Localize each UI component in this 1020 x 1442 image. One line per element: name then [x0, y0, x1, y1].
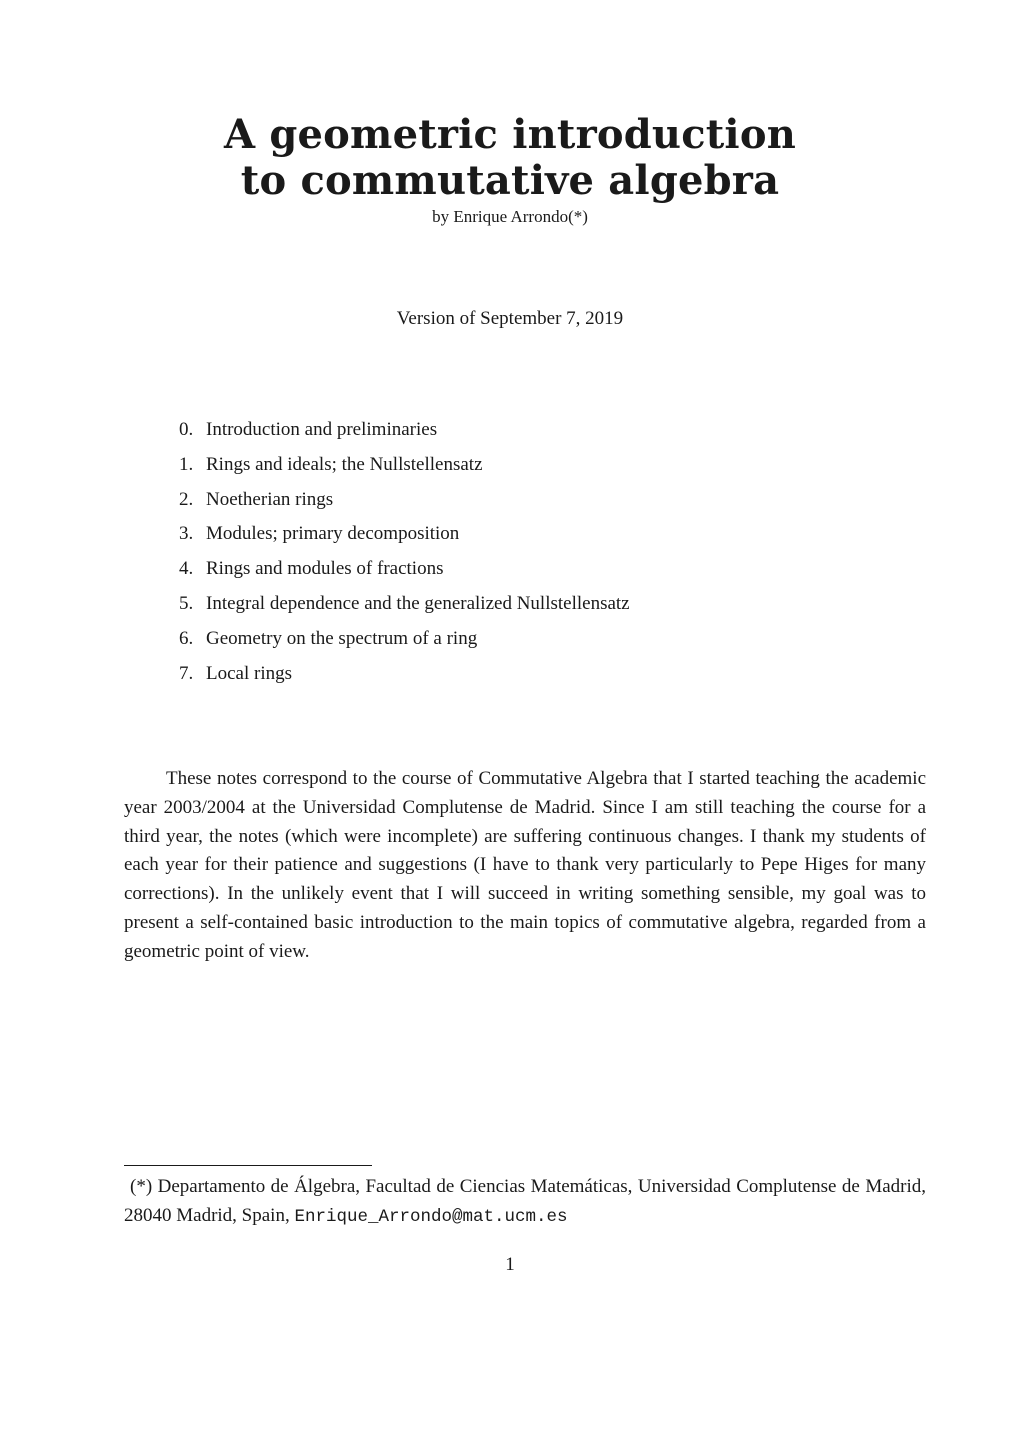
toc-item-label: Rings and modules of fractions — [206, 558, 444, 580]
toc-item-number: 4. — [179, 558, 194, 580]
toc-item-number: 0. — [179, 419, 194, 440]
toc-item-number: 7. — [179, 662, 194, 684]
version-line: Version of September 7, 2019 — [396, 308, 624, 329]
toc-item-number: 6. — [179, 627, 194, 649]
toc-item-label: Noetherian rings — [206, 488, 334, 510]
abstract-paragraph: These notes correspond to the course of Commutative Algebra that I started teaching the academic year 2003/2004 at the Universidad Complutense de Madrid. Since I am still teaching the course for a third year, the notes (which were incomplete) are suffering continuous changes. I thank my students of each year for their patience and suggestions (I have to thank very particularly to Pepe Higes for many corrections). In the unlikely event that I will succeed in writing something sensible, my goal was to present a self-contained basic introduction to the main topics of commutative algebra, regarded from a geometric point of view. — [124, 768, 926, 962]
table-of-contents — [179, 413, 630, 691]
toc-item — [179, 483, 630, 518]
title-line-2: to commutative algebra — [240, 157, 780, 204]
toc-item-label: Introduction and preliminaries — [206, 419, 438, 440]
toc-item-number: 2. — [179, 488, 194, 510]
toc-item-number: 1. — [179, 453, 194, 475]
footnote-email: Enrique_Arrondo@mat.ucm.es — [294, 1207, 568, 1227]
toc-item — [179, 657, 630, 692]
document-title — [0, 112, 1020, 204]
footnote — [124, 1172, 926, 1232]
toc-item — [179, 622, 630, 657]
author-line: by Enrique Arrondo(*) — [432, 207, 588, 226]
footnote-divider — [124, 1165, 372, 1166]
toc-item — [179, 587, 630, 622]
toc-item — [179, 448, 630, 483]
toc-item-label: Modules; primary decomposition — [206, 523, 460, 545]
title-line-1: A geometric introduction — [223, 111, 796, 158]
toc-item-label: Geometry on the spectrum of a ring — [206, 627, 478, 649]
toc-item-label: Local rings — [206, 662, 293, 684]
toc-item-number: 3. — [179, 523, 194, 545]
toc-item — [179, 413, 630, 448]
toc-item — [179, 552, 630, 587]
toc-item-label: Integral dependence and the generalized Nullstellensatz — [206, 592, 630, 614]
toc-item-number: 5. — [179, 592, 194, 614]
page-number: 1 — [505, 1254, 515, 1275]
footnote-affiliation: (*) Departamento de Álgebra, Facultad de Ciencias Matemáticas, Universidad Complutense de Madrid, 28040 Madrid, Spain, — [124, 1176, 926, 1226]
toc-item-label: Rings and ideals; the Nullstellensatz — [206, 453, 483, 475]
toc-item — [179, 517, 630, 552]
